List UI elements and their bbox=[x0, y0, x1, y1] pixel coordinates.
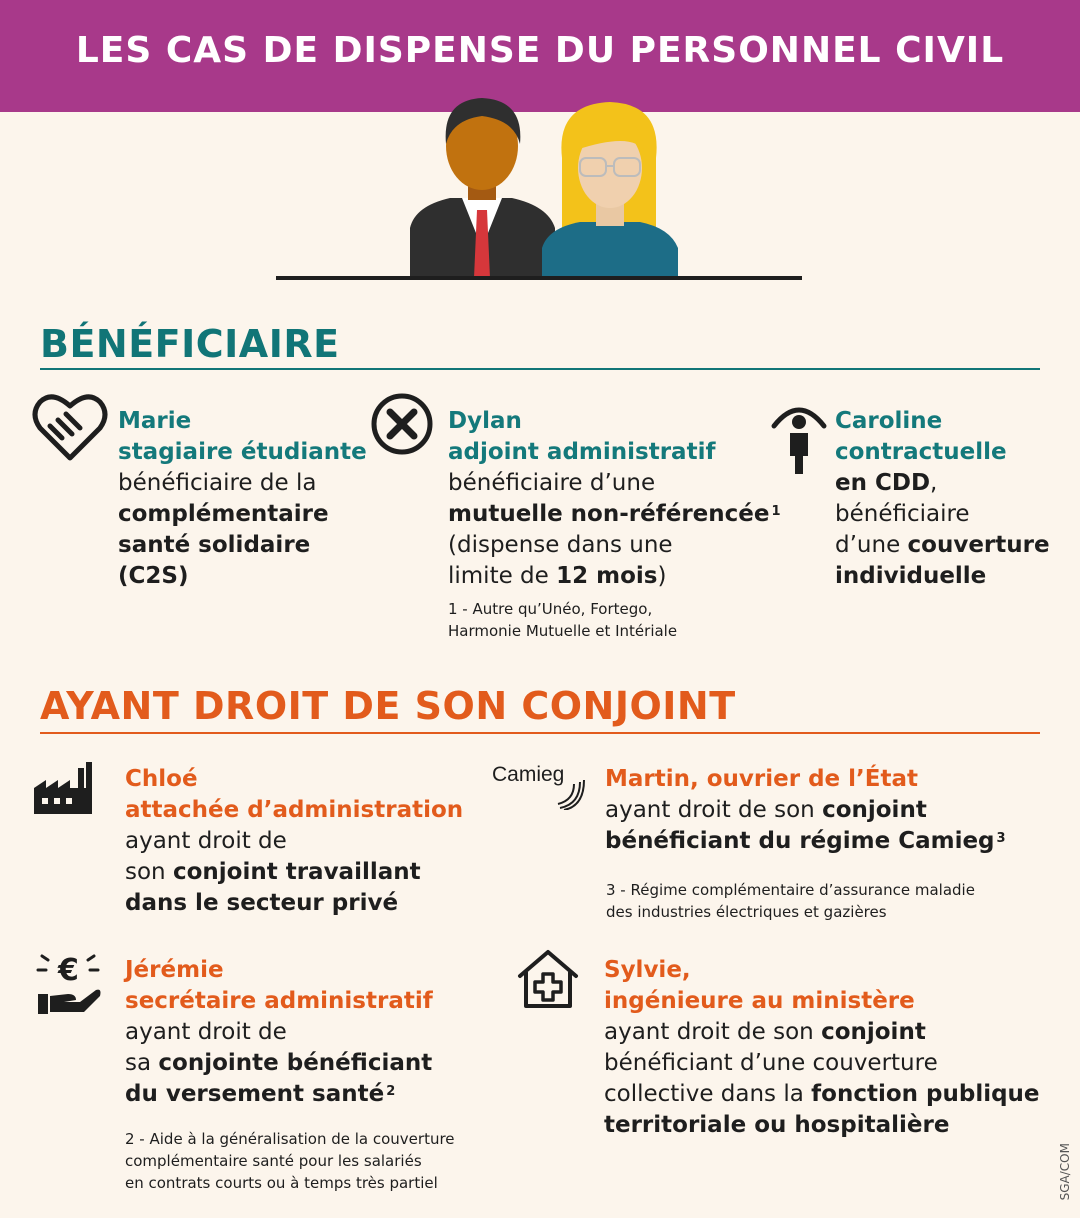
person-name: Dylan bbox=[448, 408, 522, 434]
footnote-marker: 1 bbox=[771, 504, 781, 519]
person-role: secrétaire administratif bbox=[125, 988, 433, 1014]
person-name: Sylvie, bbox=[604, 957, 691, 983]
duration-value: 12 mois bbox=[556, 563, 658, 589]
contract-type: en CDD bbox=[835, 470, 931, 496]
description-line: bénéficiant d’une couverture bbox=[604, 1050, 938, 1076]
svg-text:€: € bbox=[58, 953, 79, 988]
punctuation: , bbox=[930, 470, 938, 496]
person-umbrella-icon bbox=[770, 400, 828, 476]
description-line: dans le secteur privé bbox=[125, 890, 399, 916]
description-line: sa bbox=[125, 1050, 159, 1076]
entry-caroline bbox=[835, 406, 1050, 592]
person-role: stagiaire étudiante bbox=[118, 439, 367, 465]
hand-euro-icon bbox=[34, 950, 104, 1018]
description-line: santé solidaire bbox=[118, 532, 311, 558]
footnote-marker: 2 bbox=[386, 1084, 396, 1099]
description-line: bénéficiaire d’une bbox=[448, 470, 656, 496]
description-line: mutuelle non-référencée bbox=[448, 501, 770, 527]
person-role: ingénieure au ministère bbox=[604, 988, 915, 1014]
description-line: ) bbox=[657, 563, 667, 589]
description-line: conjoint travaillant bbox=[172, 859, 421, 885]
person-name: Marie bbox=[118, 408, 192, 434]
description-line: limite de bbox=[448, 563, 557, 589]
footnote-line: en contrats courts ou à temps très partiel bbox=[125, 1174, 438, 1192]
couple-illustration bbox=[270, 88, 810, 288]
description-line: (C2S) bbox=[118, 563, 189, 589]
entry-jeremie bbox=[125, 955, 433, 1110]
footnote-marker: 3 bbox=[996, 831, 1006, 846]
person-role: attachée d’administration bbox=[125, 797, 464, 823]
description-line: (dispense dans une bbox=[448, 532, 673, 558]
description-line: collective dans la bbox=[604, 1081, 812, 1107]
description-line: bénéficiaire bbox=[835, 501, 970, 527]
description-line: son bbox=[125, 859, 173, 885]
description-line: territoriale ou hospitalière bbox=[604, 1112, 950, 1138]
entry-martin bbox=[605, 764, 1006, 857]
section-title-ayant-droit: AYANT DROIT DE SON CONJOINT bbox=[40, 684, 736, 728]
house-cross-icon bbox=[516, 948, 580, 1010]
section-divider bbox=[40, 368, 1040, 370]
section-divider bbox=[40, 732, 1040, 734]
footnote-3 bbox=[606, 879, 975, 923]
footnote-line: 2 - Aide à la généralisation de la couverture bbox=[125, 1130, 455, 1148]
description-line: complémentaire bbox=[118, 501, 329, 527]
description-line: d’une bbox=[835, 532, 908, 558]
description-line: ayant droit de bbox=[125, 1019, 287, 1045]
person-name: Martin, ouvrier de l’État bbox=[605, 766, 919, 792]
description-line: individuelle bbox=[835, 563, 987, 589]
description-line: bénéficiaire de la bbox=[118, 470, 317, 496]
description-line: ayant droit de bbox=[125, 828, 287, 854]
description-line: ayant droit de son bbox=[604, 1019, 822, 1045]
factory-icon bbox=[32, 758, 96, 816]
entry-sylvie bbox=[604, 955, 1040, 1141]
footnote-1 bbox=[448, 598, 677, 642]
person-name: Chloé bbox=[125, 766, 198, 792]
credit: SGA/COM bbox=[1058, 1142, 1072, 1200]
footnote-line: complémentaire santé pour les salariés bbox=[125, 1152, 422, 1170]
description-line: conjointe bénéficiant bbox=[158, 1050, 433, 1076]
footnote-line: Harmonie Mutuelle et Intériale bbox=[448, 622, 678, 640]
description-line: ayant droit de son bbox=[605, 797, 823, 823]
entry-marie bbox=[118, 406, 367, 592]
camieg-logo: Camieg bbox=[492, 763, 565, 786]
x-circle-icon bbox=[370, 392, 434, 456]
page-title: LES CAS DE DISPENSE DU PERSONNEL CIVIL bbox=[75, 30, 1005, 71]
person-role: adjoint administratif bbox=[448, 439, 716, 465]
footnote-line: des industries électriques et gazières bbox=[606, 903, 887, 921]
entry-dylan bbox=[448, 406, 781, 592]
person-name: Caroline bbox=[835, 408, 943, 434]
description-line: fonction publique bbox=[811, 1081, 1040, 1107]
description-line: conjoint bbox=[822, 797, 927, 823]
camieg-logo-arcs bbox=[554, 766, 586, 810]
person-name: Jérémie bbox=[125, 957, 224, 983]
person-role: contractuelle bbox=[835, 439, 1007, 465]
description-line: conjoint bbox=[821, 1019, 926, 1045]
section-title-beneficiaire: BÉNÉFICIAIRE bbox=[40, 322, 340, 366]
description-line: du versement santé bbox=[125, 1081, 385, 1107]
entry-chloe bbox=[125, 764, 463, 919]
description-line: couverture bbox=[907, 532, 1050, 558]
handshake-heart-icon bbox=[32, 392, 108, 462]
footnote-line: 3 - Régime complémentaire d’assurance maladie bbox=[606, 881, 975, 899]
footnote-line: 1 - Autre qu’Unéo, Fortego, bbox=[448, 600, 653, 618]
description-line: bénéficiant du régime Camieg bbox=[605, 828, 995, 854]
footnote-2 bbox=[125, 1128, 455, 1194]
